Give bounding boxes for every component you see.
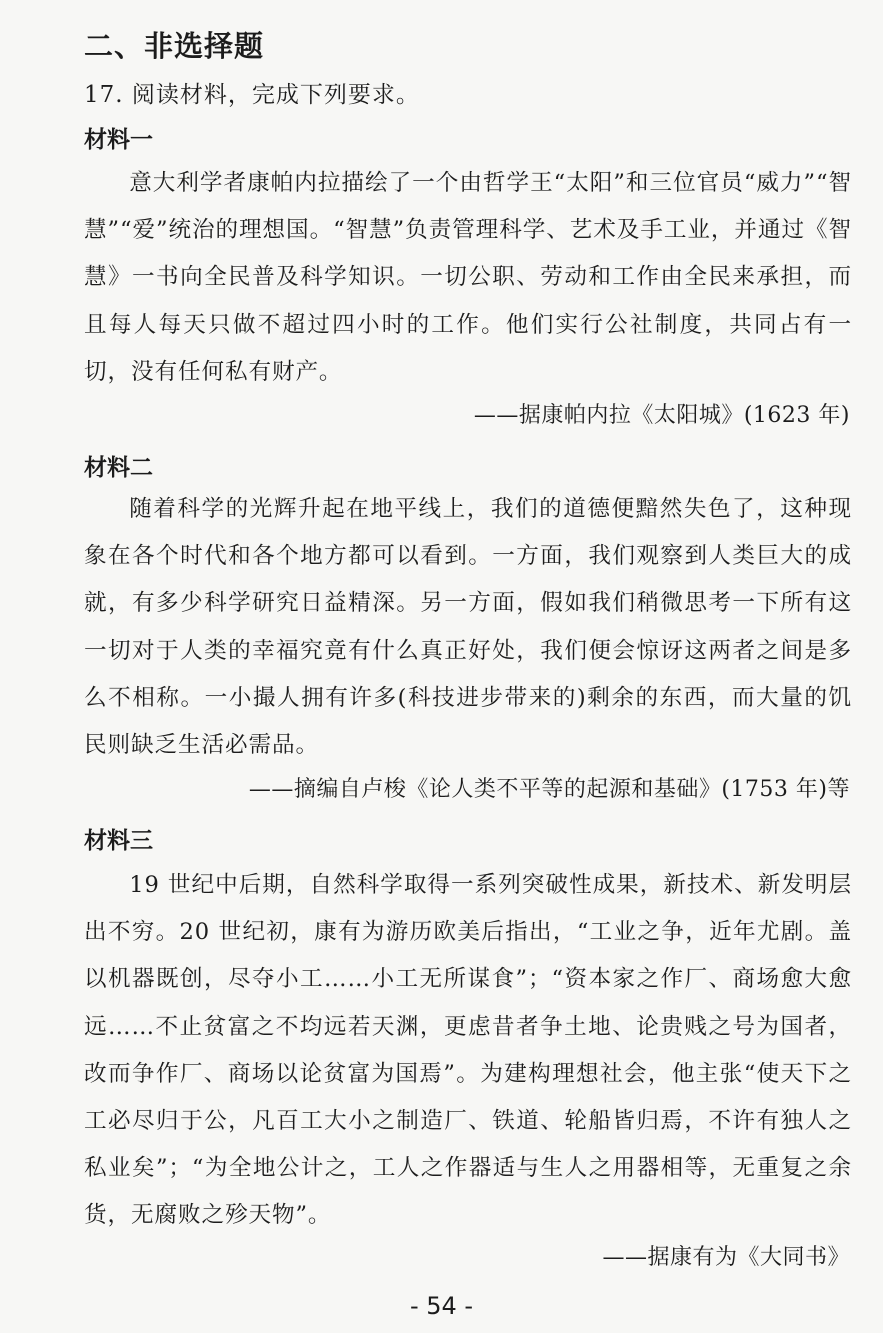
material-2-heading: 材料二 — [84, 455, 153, 481]
page-number: - 54 - — [409, 1292, 474, 1320]
material-1-heading: 材料一 — [84, 127, 153, 153]
material-2-source: ——摘编自卢梭《论人类不平等的起源和基础》(1753 年)等 — [248, 777, 850, 802]
material-2-body: 随着科学的光辉升起在地平线上，我们的道德便黯然失色了，这种现象在各个时代和各个地方都可以看到。一方面，我们观察到人类巨大的成就，有多少科学研究日益精深。另一方面，假如我们稍微思考一下所有这一切对于人类的幸福究竟有什么真正好处，我们便会惊讶这两者之间是多么不相称。一小撮人拥有许多(科技进步带来的)剩余的东西，而大量的饥民则缺乏生活必需品。 — [84, 496, 852, 759]
material-3-heading: 材料三 — [84, 828, 153, 854]
section-title: 二、非选择题 — [84, 29, 265, 63]
material-1-source: ——据康帕内拉《太阳城》(1623 年) — [473, 403, 850, 428]
question-prompt: 17. 阅读材料，完成下列要求。 — [84, 82, 420, 108]
material-3-source: ——据康有为《大同书》 — [602, 1245, 850, 1270]
material-3-body: 19 世纪中后期，自然科学取得一系列突破性成果，新技术、新发明层出不穷。20 世纪初，康有为游历欧美后指出，“工业之争，近年尤剧。盖以机器既创，尽夺小工……小工无所谋食”；“资本家之作厂、商场愈大愈远……不止贫富之不均远若天渊，更虑昔者争土地、论贵贱之号为国者，改而争作厂、商场以论贫富为国焉”。为建构理想社会，他主张“使天下之工必尽归于公，凡百工大小之制造厂、铁道、轮船皆归焉，不许有独人之私业矣”；“为全地公计之，工人之作器适与生人之用器相等，无重复之余货，无腐败之殄天物”。 — [84, 872, 852, 1229]
material-1-body: 意大利学者康帕内拉描绘了一个由哲学王“太阳”和三位官员“威力”“智慧”“爱”统治的理想国。“智慧”负责管理科学、艺术及手工业，并通过《智慧》一书向全民普及科学知识。一切公职、劳动和工作由全民来承担，而且每人每天只做不超过四小时的工作。他们实行公社制度，共同占有一切，没有任何私有财产。 — [84, 170, 852, 385]
